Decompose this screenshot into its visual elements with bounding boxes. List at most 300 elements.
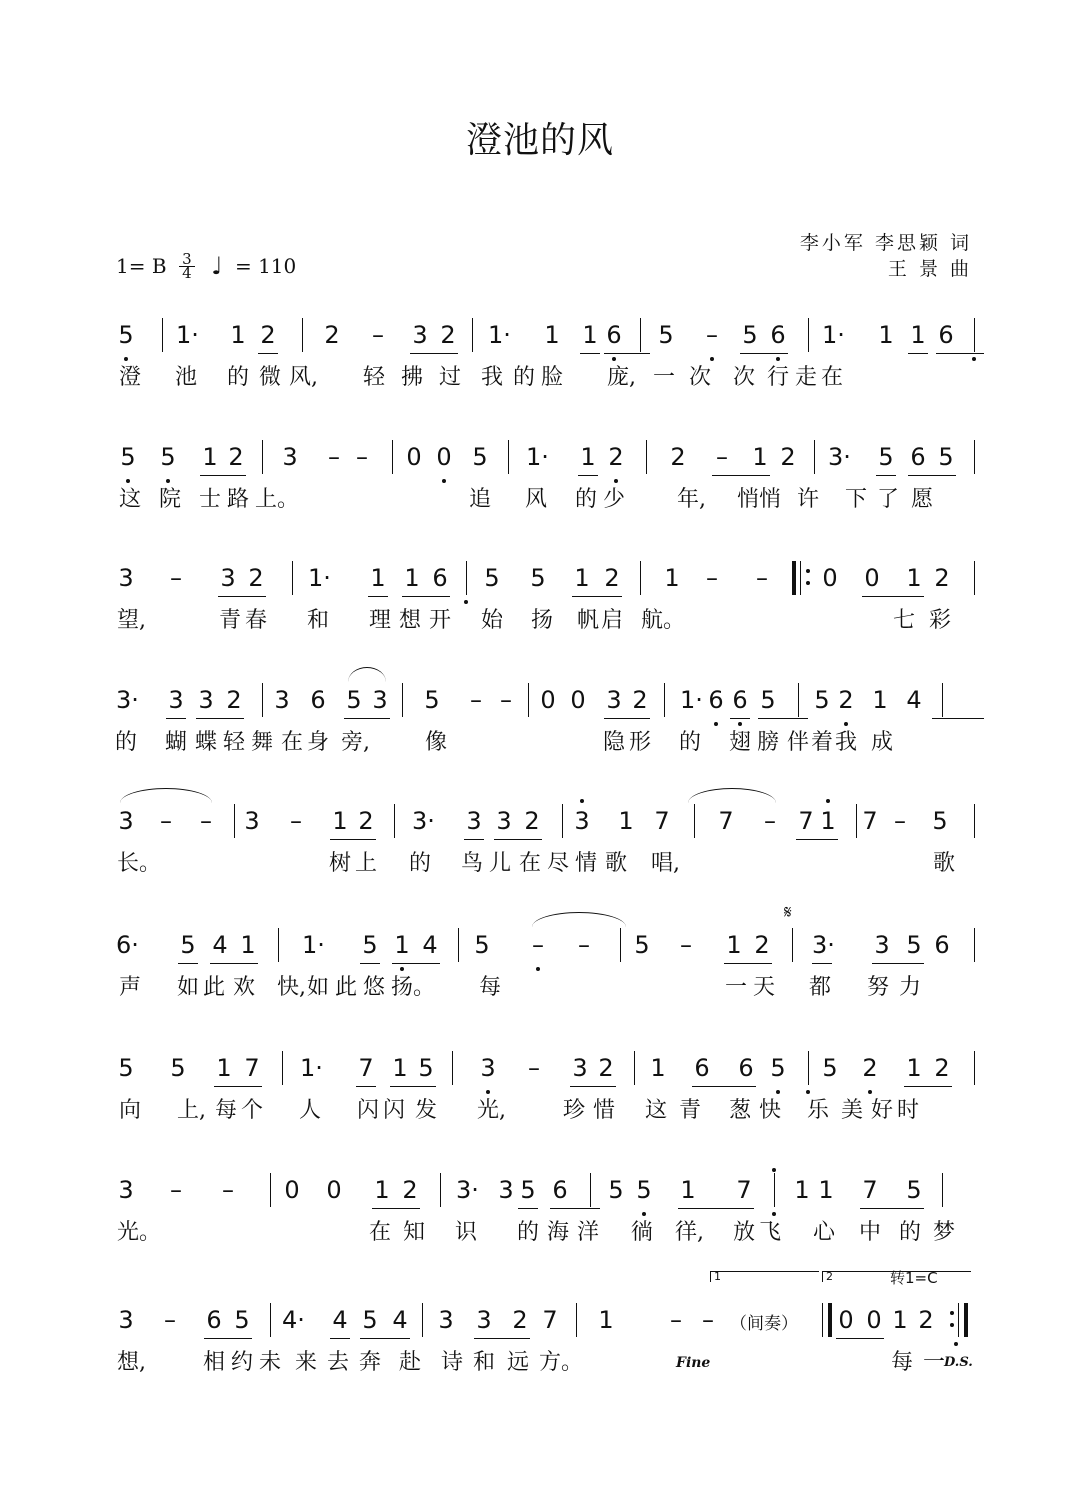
lyric-syllable: 始 xyxy=(480,608,503,633)
lyric-syllable: 去 xyxy=(326,1350,349,1375)
beam-underline xyxy=(218,596,266,597)
note: 3 xyxy=(274,686,290,714)
note: 1· xyxy=(176,321,199,349)
score-row xyxy=(0,902,1080,1040)
note: 5 xyxy=(118,321,134,349)
beam-underline xyxy=(678,1208,754,1209)
lyric-syllable: 下 xyxy=(844,487,867,512)
composer-credit: 王 景 曲 xyxy=(887,258,972,280)
lyric-syllable: 尽 xyxy=(546,851,569,876)
dash-extension: – xyxy=(680,931,692,959)
beam-underline xyxy=(204,1338,252,1339)
barline xyxy=(392,440,393,474)
lyric-syllable: 知 xyxy=(402,1220,425,1245)
beam-underline xyxy=(360,1338,410,1339)
note: 1 xyxy=(726,931,742,959)
note: 6 xyxy=(206,1306,222,1334)
beam-underline xyxy=(908,353,928,354)
score-row xyxy=(0,685,1080,795)
lyric-syllable: 远 xyxy=(506,1350,529,1375)
note: 1 xyxy=(598,1306,614,1334)
score-row xyxy=(0,442,1080,552)
lyric-syllable: 形 xyxy=(628,730,651,755)
high-octave-dot xyxy=(580,799,584,803)
note: 2 xyxy=(862,1054,878,1082)
song-title: 澄池的风 xyxy=(465,120,614,161)
beam-underline xyxy=(210,963,258,964)
note: 5 xyxy=(484,564,500,592)
lyric-syllable: 少 xyxy=(602,487,625,512)
note: 1 xyxy=(240,931,256,959)
note: 5 xyxy=(180,931,196,959)
dash-extension: – xyxy=(372,321,384,349)
low-octave-dot xyxy=(972,357,976,361)
note: 2 xyxy=(598,1054,614,1082)
beam-underline xyxy=(368,596,388,597)
lyric-syllable: 澄 xyxy=(118,365,141,390)
lyric-syllable: 时 xyxy=(896,1098,919,1123)
beam-underline xyxy=(812,963,832,964)
dash-extension: – xyxy=(500,686,512,714)
key-signature: 1= B xyxy=(116,254,167,278)
lyric-syllable: 的 xyxy=(114,730,137,755)
barline xyxy=(302,318,303,352)
note: 1 xyxy=(580,443,596,471)
low-octave-dot xyxy=(868,1090,872,1094)
note: 1 xyxy=(618,807,634,835)
high-octave-dot xyxy=(772,1168,776,1172)
lyric-syllable: 光。 xyxy=(117,1220,162,1245)
note: 3 xyxy=(168,686,184,714)
beam-underline xyxy=(200,475,246,476)
lyric-syllable: 约 xyxy=(230,1350,253,1375)
note: 5 xyxy=(520,1176,536,1204)
lyric-syllable: 的 xyxy=(226,365,249,390)
note: 5 xyxy=(474,931,490,959)
dash-extension: – xyxy=(578,931,590,959)
beam-underline xyxy=(876,475,896,476)
note: 5 xyxy=(608,1176,624,1204)
note: 0 xyxy=(822,564,838,592)
note: 5 xyxy=(120,443,136,471)
time-signature xyxy=(179,249,195,282)
note: 7 xyxy=(542,1306,558,1334)
tempo-value: = 110 xyxy=(234,254,297,278)
note: 6 xyxy=(738,1054,754,1082)
beam-underline xyxy=(330,839,376,840)
lyric-syllable: 的 xyxy=(574,487,597,512)
lyric-syllable: 心 xyxy=(812,1220,835,1245)
note: 4 xyxy=(332,1306,348,1334)
beam-underline xyxy=(464,839,484,840)
barline xyxy=(942,1173,943,1207)
note: 3 xyxy=(220,564,236,592)
beam-underline xyxy=(410,353,458,354)
note: 5 xyxy=(742,321,758,349)
repeat-dots xyxy=(806,569,810,593)
lyric-syllable: 情 xyxy=(574,851,597,876)
lyric-syllable: 轻 xyxy=(222,730,245,755)
note: 3 xyxy=(498,1176,514,1204)
lyric-syllable: 奔 xyxy=(358,1350,381,1375)
note: 1 xyxy=(910,321,926,349)
beam-underline xyxy=(402,596,450,597)
beam-underline xyxy=(214,1086,262,1087)
low-octave-dot xyxy=(772,1212,776,1216)
lyric-syllable: 扬 xyxy=(530,608,553,633)
low-octave-dot xyxy=(776,357,780,361)
barline xyxy=(440,1173,441,1207)
beam-underline xyxy=(740,353,788,354)
lyric-syllable: 好 xyxy=(870,1098,893,1123)
lyric-syllable: 每 xyxy=(890,1350,913,1375)
lyric-syllable: 伴 xyxy=(786,730,809,755)
note: 1 xyxy=(878,321,894,349)
note: 1 xyxy=(794,1176,810,1204)
note: 5 xyxy=(160,443,176,471)
lyric-syllable: 彩 xyxy=(928,608,951,633)
note: 5 xyxy=(878,443,894,471)
low-octave-dot xyxy=(166,479,170,483)
lyric-syllable: 洋 xyxy=(576,1220,599,1245)
beam-underline xyxy=(604,718,650,719)
beam-underline xyxy=(862,596,924,597)
lyric-syllable: 相 xyxy=(202,1350,225,1375)
note: 6 xyxy=(694,1054,710,1082)
lyric-syllable: 和 xyxy=(306,608,329,633)
lyric-syllable: 如 xyxy=(176,975,199,1000)
note: 3 xyxy=(874,931,890,959)
modulation-label: 转1=C xyxy=(890,1269,938,1287)
note: 2 xyxy=(358,807,374,835)
note: 2 xyxy=(670,443,686,471)
beam-underline xyxy=(550,1208,600,1209)
lyric-syllable: 徜 xyxy=(630,1220,653,1245)
note: 1 xyxy=(216,1054,232,1082)
barline xyxy=(620,928,621,962)
dash-extension: – xyxy=(328,443,340,471)
barline xyxy=(162,318,163,352)
barline xyxy=(974,928,975,962)
lyric-syllable: 一 xyxy=(724,975,747,1000)
barline xyxy=(234,804,235,838)
note: 6 xyxy=(708,686,724,714)
lyric-syllable: 翅 xyxy=(728,730,751,755)
note: 6 xyxy=(432,564,448,592)
note: 0 xyxy=(570,686,586,714)
low-octave-dot xyxy=(710,357,714,361)
lyric-syllable: 力 xyxy=(898,975,921,1000)
dash-extension: – xyxy=(200,807,212,835)
barline xyxy=(270,1173,271,1207)
lyric-syllable: 此 xyxy=(202,975,225,1000)
lyric-syllable: 方。 xyxy=(539,1350,584,1375)
lyric-syllable: 诗 xyxy=(440,1350,463,1375)
repeat-start-barline xyxy=(792,561,796,595)
lyric-syllable: 扬。 xyxy=(391,975,436,1000)
lyric-syllable: 天 xyxy=(752,975,775,1000)
barline xyxy=(394,804,395,838)
low-octave-dot xyxy=(536,967,540,971)
lyric-syllable: 隐 xyxy=(602,730,625,755)
segno-sign: 𝄋 xyxy=(784,902,792,923)
interlude-label: （间奏） xyxy=(730,1314,798,1334)
dash-extension: – xyxy=(470,686,482,714)
beam-underline xyxy=(330,1338,350,1339)
barline xyxy=(452,1051,453,1085)
low-octave-dot xyxy=(954,1342,958,1346)
lyric-syllable: 识 xyxy=(454,1220,477,1245)
note: 2 xyxy=(524,807,540,835)
lyric-syllable: 惜 xyxy=(592,1098,615,1123)
lyric-syllable: 美 xyxy=(840,1098,863,1123)
note: 5 xyxy=(938,443,954,471)
lyric-syllable: 闪 xyxy=(356,1098,379,1123)
score-row xyxy=(0,1269,1080,1415)
note: 2 xyxy=(754,931,770,959)
lyric-syllable: 快, xyxy=(277,975,306,1000)
lyric-syllable: 愿 xyxy=(910,487,933,512)
note: 1 xyxy=(404,564,420,592)
note: 1 xyxy=(892,1306,908,1334)
lyric-syllable: 风 xyxy=(524,487,547,512)
final-barline xyxy=(828,1303,832,1337)
barline xyxy=(508,440,509,474)
note: 6 xyxy=(934,931,950,959)
note: 3· xyxy=(812,931,835,959)
dash-extension: – xyxy=(290,807,302,835)
lyric-syllable: 许 xyxy=(796,487,819,512)
note: 5 xyxy=(760,686,776,714)
lyric-syllable: 次 xyxy=(732,365,755,390)
barline xyxy=(974,561,975,595)
lyric-syllable: 上, xyxy=(177,1098,206,1123)
barline xyxy=(646,440,647,474)
beam-underline xyxy=(258,353,278,354)
volta-bracket-2 xyxy=(822,1271,971,1282)
note: 1 xyxy=(906,1054,922,1082)
note: 7 xyxy=(736,1176,752,1204)
dash-extension: – xyxy=(170,1176,182,1204)
barline xyxy=(792,928,793,962)
note: 0 xyxy=(284,1176,300,1204)
lyric-syllable: 次 xyxy=(688,365,711,390)
note: 3 xyxy=(476,1306,492,1334)
note: 1 xyxy=(202,443,218,471)
low-octave-dot xyxy=(614,479,618,483)
lyric-syllable: 光, xyxy=(477,1098,506,1123)
lyric-syllable: 路 xyxy=(226,487,249,512)
note: 1· xyxy=(680,686,703,714)
lyric-syllable: 开 xyxy=(428,608,451,633)
lyric-syllable: 的 xyxy=(512,365,535,390)
barline xyxy=(576,1303,577,1337)
note: 7 xyxy=(718,807,734,835)
note: 0 xyxy=(866,1306,882,1334)
lyric-syllable: 航。 xyxy=(641,608,686,633)
barline xyxy=(856,804,857,838)
note: 3· xyxy=(412,807,435,835)
lyric-syllable: 乐 xyxy=(806,1098,829,1123)
note: 2 xyxy=(512,1306,528,1334)
note: 1 xyxy=(906,564,922,592)
note: 2 xyxy=(608,443,624,471)
lyric-syllable: 春 xyxy=(244,608,267,633)
lyric-syllable: 一 xyxy=(652,365,675,390)
lyric-syllable: 在 xyxy=(280,730,303,755)
barline xyxy=(974,804,975,838)
note: 1 xyxy=(574,564,590,592)
lyric-syllable: 长。 xyxy=(117,851,162,876)
beam-underline xyxy=(494,839,542,840)
lyric-syllable: 个 xyxy=(240,1098,263,1123)
dash-extension: – xyxy=(894,807,906,835)
beam-underline xyxy=(578,475,598,476)
lyric-syllable: 向 xyxy=(118,1098,141,1123)
beam-underline xyxy=(570,1086,616,1087)
lyric-syllable: 帆 xyxy=(576,608,599,633)
note: 5 xyxy=(118,1054,134,1082)
beam-underline xyxy=(518,1208,538,1209)
lyric-syllable: 人 xyxy=(298,1098,321,1123)
barline xyxy=(664,683,665,717)
lyric-syllable: 想 xyxy=(398,608,421,633)
low-octave-dot xyxy=(124,357,128,361)
barline xyxy=(774,1173,775,1207)
lyric-syllable: 一 xyxy=(922,1350,945,1375)
quarter-note-icon: ♩ xyxy=(211,252,223,280)
lyric-syllable: 年, xyxy=(677,487,706,512)
low-octave-dot xyxy=(400,967,404,971)
note: 2 xyxy=(780,443,796,471)
note: 3· xyxy=(828,443,851,471)
barline xyxy=(292,561,293,595)
lyric-syllable: 士 xyxy=(198,487,221,512)
note: 6 xyxy=(552,1176,568,1204)
barline xyxy=(278,928,279,962)
volta-1-number: 1 xyxy=(714,1270,721,1283)
barline xyxy=(634,1051,635,1085)
lyric-syllable: 了 xyxy=(876,487,899,512)
lyric-syllable: 这 xyxy=(118,487,141,512)
note: 0 xyxy=(540,686,556,714)
note: 3 xyxy=(118,1176,134,1204)
barline xyxy=(422,1303,423,1337)
lyric-syllable: 走 xyxy=(794,365,817,390)
note: 7 xyxy=(798,807,814,835)
lyric-syllable: 唱, xyxy=(651,851,680,876)
barline xyxy=(800,561,801,595)
barline xyxy=(466,561,467,595)
barline xyxy=(640,561,641,595)
note: 6· xyxy=(116,931,139,959)
note: 5 xyxy=(424,686,440,714)
barline xyxy=(958,1303,959,1337)
low-octave-dot xyxy=(612,357,616,361)
lyric-syllable: 膀 xyxy=(756,730,779,755)
note: 4 xyxy=(422,931,438,959)
note: 7 xyxy=(862,1176,878,1204)
barline xyxy=(694,804,695,838)
note: 3 xyxy=(198,686,214,714)
lyric-syllable: 院 xyxy=(158,487,181,512)
lyric-syllable: 儿 xyxy=(488,851,511,876)
repeat-end-barline xyxy=(964,1303,968,1337)
lyric-syllable: 和 xyxy=(472,1350,495,1375)
lyric-syllable: 发 xyxy=(414,1098,437,1123)
note: 3 xyxy=(496,807,512,835)
note: 5 xyxy=(906,931,922,959)
lyric-syllable: 身 xyxy=(306,730,329,755)
beam-underline xyxy=(390,1086,436,1087)
lyric-syllable: 赴 xyxy=(398,1350,421,1375)
lyric-syllable: 快 xyxy=(758,1098,781,1123)
beam-underline xyxy=(836,1338,884,1339)
barline xyxy=(974,1051,975,1085)
lyric-syllable: 此 xyxy=(334,975,357,1000)
note: 1 xyxy=(650,1054,666,1082)
beam-underline xyxy=(730,718,750,719)
lyric-syllable: 的 xyxy=(678,730,701,755)
dal-segno-marking: D.S. xyxy=(944,1355,973,1370)
lyric-syllable: 上。 xyxy=(255,487,300,512)
beam-underline xyxy=(360,963,380,964)
lyric-syllable: 每 xyxy=(214,1098,237,1123)
key-tempo-line xyxy=(116,249,297,282)
barline xyxy=(528,683,529,717)
lyric-syllable: 着 xyxy=(810,730,833,755)
note: 2 xyxy=(228,443,244,471)
lyric-syllable: 这 xyxy=(644,1098,667,1123)
lyric-syllable: 每 xyxy=(478,975,501,1000)
barline xyxy=(282,1051,283,1085)
note: 2 xyxy=(934,1054,950,1082)
lyric-syllable: 来 xyxy=(294,1350,317,1375)
note: 2 xyxy=(918,1306,934,1334)
time-signature-bottom: 4 xyxy=(182,263,192,282)
lyric-syllable: 青 xyxy=(678,1098,701,1123)
dash-extension: – xyxy=(670,1306,682,1334)
beam-underline xyxy=(166,718,186,719)
dash-extension: – xyxy=(706,564,718,592)
note: 4 xyxy=(212,931,228,959)
lyric-syllable: 蝴 xyxy=(164,730,187,755)
barline xyxy=(974,440,975,474)
lyric-syllable: 舞 xyxy=(250,730,273,755)
note: 2 xyxy=(838,686,854,714)
lyric-syllable: 悄 xyxy=(736,487,759,512)
low-octave-dot xyxy=(806,1090,810,1094)
beam-underline xyxy=(712,475,770,476)
lyric-syllable: 蝶 xyxy=(194,730,217,755)
note: 0 xyxy=(406,443,422,471)
note: 3 xyxy=(412,321,428,349)
lyric-syllable: 树 xyxy=(328,851,351,876)
score-row xyxy=(0,806,1080,916)
note: 6 xyxy=(732,686,748,714)
lyricist-credit: 李小军 李思颖 词 xyxy=(799,232,972,254)
barline xyxy=(814,440,815,474)
note: 1· xyxy=(308,564,331,592)
note: 2 xyxy=(934,564,950,592)
beam-underline xyxy=(572,596,622,597)
note: 1· xyxy=(488,321,511,349)
lyric-syllable: 未 xyxy=(258,1350,281,1375)
note: 1 xyxy=(752,443,768,471)
low-octave-dot xyxy=(486,1090,490,1094)
volta-2-number: 2 xyxy=(826,1270,833,1283)
beam-underline xyxy=(178,963,198,964)
